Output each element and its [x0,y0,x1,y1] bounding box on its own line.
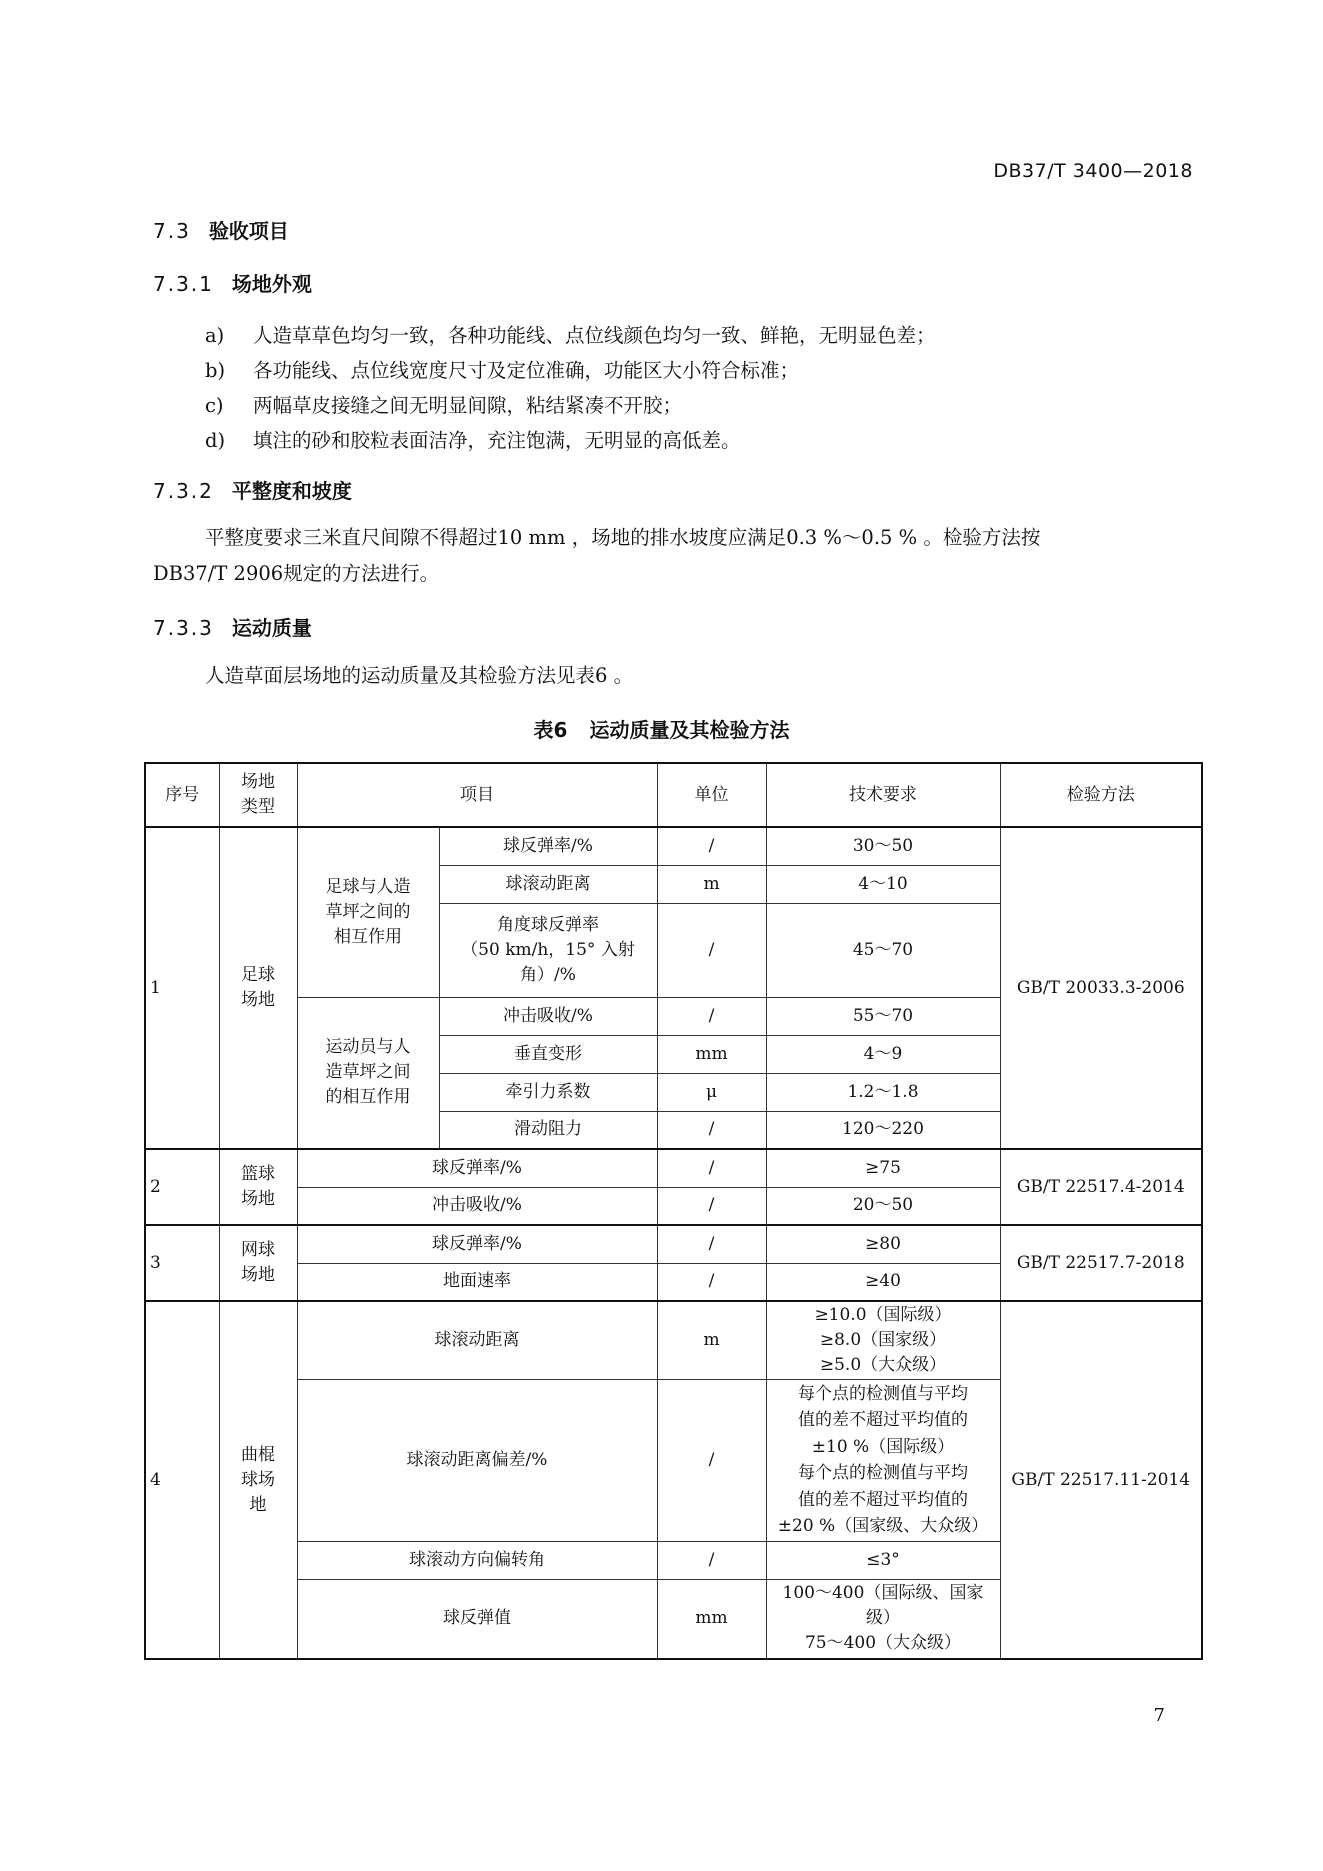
cell-req: 4～9 [766,1035,1000,1073]
section-title: 平整度和坡度 [231,479,352,503]
cell-unit: m [657,865,766,903]
cell-req: 55～70 [766,997,1000,1035]
paragraph: 人造草面层场地的运动质量及其检验方法见表6 。 [205,664,634,687]
section-number: 7.3.1 [153,272,214,296]
page-number: 7 [1153,1705,1165,1726]
cell-req: 4～10 [766,865,1000,903]
list-item-label: a) [205,324,225,347]
section-number: 7.3.2 [153,479,214,503]
cell-unit: / [657,1149,766,1187]
header-type: 场地 类型 [219,763,297,827]
cell-unit: mm [657,1579,766,1659]
header-unit: 单位 [657,763,766,827]
list-item-label: b) [205,359,226,382]
cell-item: 牵引力系数 [439,1073,657,1111]
paragraph-line: DB37/T 2906规定的方法进行。 [153,562,440,585]
cell-type: 篮球 场地 [219,1149,297,1225]
cell-type: 网球 场地 [219,1225,297,1301]
cell-item: 球滚动距离偏差/% [297,1379,657,1541]
cell-unit: / [657,903,766,997]
sports-quality-table [144,762,1203,1660]
section-7-3-2-heading [153,475,352,504]
cell-unit: / [657,1225,766,1263]
table-row [145,1301,1202,1379]
table-header-row [145,763,1202,827]
list-item-label: d) [205,429,226,452]
cell-item: 滑动阻力 [439,1111,657,1149]
cell-item: 球滚动距离 [297,1301,657,1379]
header-req: 技术要求 [766,763,1000,827]
cell-unit: μ [657,1073,766,1111]
cell-unit: / [657,1263,766,1301]
cell-item: 球滚动方向偏转角 [297,1541,657,1579]
list-item-text: 各功能线、点位线宽度尺寸及定位准确，功能区大小符合标准； [253,359,800,382]
section-7-3-3-heading [153,612,312,641]
section-7-3-heading [153,215,289,244]
cell-req: 30～50 [766,827,1000,865]
table-row [145,1225,1202,1263]
cell-method: GB/T 22517.4-2014 [1000,1149,1202,1225]
table-row [145,827,1202,865]
cell-unit: m [657,1301,766,1379]
list-item [205,425,741,453]
cell-seq: 2 [145,1149,219,1225]
cell-unit: / [657,827,766,865]
cell-req: ≥10.0（国际级） ≥8.0（国家级） ≥5.0（大众级） [766,1301,1000,1379]
cell-item: 球反弹率/% [439,827,657,865]
section-number: 7.3 [153,219,191,243]
cell-seq: 1 [145,827,219,1149]
table-number: 表6 [533,718,568,742]
cell-item: 冲击吸收/% [439,997,657,1035]
document-code: DB37/T 3400—2018 [993,160,1193,182]
cell-unit: / [657,1379,766,1541]
section-title: 验收项目 [208,219,289,243]
cell-req: ≤3° [766,1541,1000,1579]
cell-seq: 3 [145,1225,219,1301]
cell-method: GB/T 20033.3-2006 [1000,827,1202,1149]
cell-req: ≥40 [766,1263,1000,1301]
table-title [0,714,1323,743]
list-item-text: 两幅草皮接缝之间无明显间隙，粘结紧凑不开胶； [253,394,683,417]
table-caption: 运动质量及其检验方法 [589,718,790,742]
cell-seq: 4 [145,1301,219,1659]
list-item [205,355,799,383]
cell-method: GB/T 22517.7-2018 [1000,1225,1202,1301]
cell-item: 冲击吸收/% [297,1187,657,1225]
cell-req: 120～220 [766,1111,1000,1149]
cell-subcategory: 运动员与人 造草坪之间 的相互作用 [297,997,439,1149]
cell-req: 1.2～1.8 [766,1073,1000,1111]
section-title: 运动质量 [231,616,312,640]
cell-req: ≥80 [766,1225,1000,1263]
cell-item: 球反弹率/% [297,1149,657,1187]
list-item-text: 人造草草色均匀一致，各种功能线、点位线颜色均匀一致、鲜艳，无明显色差； [253,324,936,347]
cell-unit: / [657,1111,766,1149]
header-item: 项目 [297,763,657,827]
cell-method: GB/T 22517.11-2014 [1000,1301,1202,1659]
cell-req: 每个点的检测值与平均 值的差不超过平均值的 ±10 %（国际级） 每个点的检测值与平均 值的差不超过平均值的 ±20 %（国家级、大众级） [766,1379,1000,1541]
list-item-text: 填注的砂和胶粒表面洁净，充注饱满，无明显的高低差。 [253,429,741,452]
cell-subcategory: 足球与人造 草坪之间的 相互作用 [297,827,439,997]
paragraph-line: 平整度要求三米直尺间隙不得超过10 mm ，场地的排水坡度应满足0.3 %～0.5 % 。检验方法按 [205,526,1041,549]
list-item [205,320,936,348]
header-seq: 序号 [145,763,219,827]
cell-req: 100～400（国际级、国家 级） 75～400（大众级） [766,1579,1000,1659]
cell-unit: / [657,1541,766,1579]
cell-type: 曲棍 球场 地 [219,1301,297,1659]
cell-item: 球滚动距离 [439,865,657,903]
cell-unit: / [657,997,766,1035]
cell-req: 45～70 [766,903,1000,997]
cell-item: 球反弹值 [297,1579,657,1659]
section-7-3-1-heading [153,268,312,297]
cell-item: 球反弹率/% [297,1225,657,1263]
cell-req: ≥75 [766,1149,1000,1187]
cell-unit: mm [657,1035,766,1073]
cell-item: 地面速率 [297,1263,657,1301]
table-row [145,1149,1202,1187]
header-method: 检验方法 [1000,763,1202,827]
list-item [205,390,682,418]
cell-req: 20～50 [766,1187,1000,1225]
section-title: 场地外观 [231,272,312,296]
section-number: 7.3.3 [153,616,214,640]
cell-item: 角度球反弹率 （50 km/h，15° 入射 角）/% [439,903,657,997]
cell-item: 垂直变形 [439,1035,657,1073]
cell-type: 足球 场地 [219,827,297,1149]
list-item-label: c) [205,394,224,417]
cell-unit: / [657,1187,766,1225]
